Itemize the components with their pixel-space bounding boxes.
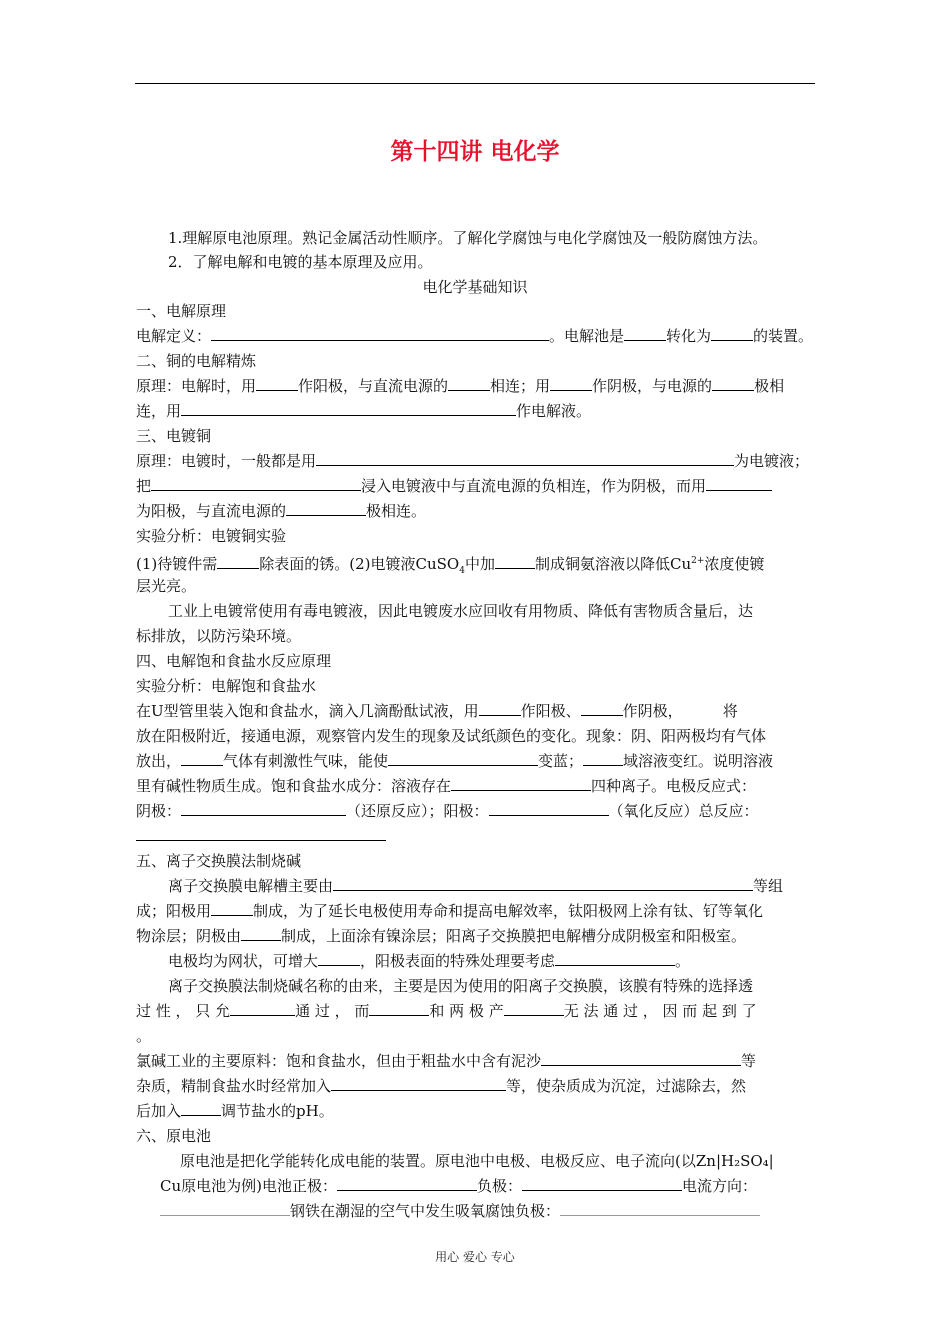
blank: [369, 1000, 429, 1016]
section-4-heading: 四、电解饱和食盐水反应原理: [136, 652, 332, 670]
s2-line-2: 连，用 作电解液。: [136, 402, 592, 420]
s2-line-1: 原理：电解时，用 作阳极，与直流电源的 相连；用 作阴极，与电源的 极相: [136, 377, 785, 395]
blank: [550, 375, 592, 391]
blank: [706, 475, 772, 491]
blank: [448, 375, 490, 391]
goal-2: 2．了解电解和电镀的基本原理及应用。: [168, 253, 433, 271]
s4-line-5: 阴极： （还原反应）；阳极： （氧化反应）总反应：: [136, 802, 759, 820]
blank: [151, 475, 361, 491]
blank: [181, 800, 346, 816]
goal-1: 1.理解原电池原理。熟记金属活动性顺序。了解化学腐蚀与电化学腐蚀及一般防腐蚀方法。: [168, 229, 768, 247]
blank: [555, 950, 675, 966]
blank: [624, 325, 666, 341]
blank: [318, 950, 360, 966]
blank: [541, 1050, 741, 1066]
page-title: 第十四讲 电化学: [390, 139, 560, 165]
blank: [479, 700, 521, 716]
section-subtitle: 电化学基础知识: [422, 278, 528, 296]
blank: [160, 1200, 290, 1216]
s6-line-2: Cu原电池为例)电池正极： 负极： 电流方向：: [160, 1177, 758, 1195]
blank: [489, 800, 609, 816]
blank: [333, 875, 753, 891]
s3-paragraph-1: 工业上电镀常使用有毒电镀液，因此电镀废水应回收有用物质、降低有害物质含量后，达: [168, 602, 754, 620]
blank: [181, 1100, 221, 1116]
blank: [211, 900, 253, 916]
blank: [560, 1200, 760, 1216]
blank: [337, 1175, 477, 1191]
blank: [241, 925, 281, 941]
s4-line-1: 在U型管里装入饱和食盐水，滴入几滴酚酞试液，用 作阳极、 作阴极， 将: [136, 702, 738, 720]
blank: [230, 1000, 295, 1016]
section-6-heading: 六、原电池: [136, 1127, 212, 1145]
blank: [217, 553, 259, 569]
section-3-heading: 三、电镀铜: [136, 427, 212, 445]
s5-line-2: 成；阳极用 制成，为了延长电极使用寿命和提高电解效率，钛阳极网上涂有钛、钌等氧化: [136, 902, 764, 920]
blank: [522, 1175, 682, 1191]
s5-line-6: 过 性 ， 只 允 通 过 ， 而 和 两 极 产 无 法 通 过 ， 因 而 起 到 了: [136, 1002, 757, 1020]
s6-line-3: 钢铁在潮湿的空气中发生吸氧腐蚀负极：: [160, 1199, 840, 1223]
s3-line-2: 把 浸入电镀液中与直流电源的负相连，作为阴极，而用: [136, 474, 816, 498]
s3-line-4: (1)待镀件需 除表面的锈。(2)电镀液CuSO$_4$中加 制成铜氨溶液以降低$Cu^{2+}$浓度使镀: [136, 555, 765, 576]
blank: [583, 750, 623, 766]
blank: [181, 750, 223, 766]
section-2-heading: 二、铜的电解精炼: [136, 352, 257, 370]
s4-line-2: 放在阳极附近，接通电源，观察管内发生的现象及试纸颜色的变化。现象：阴、阳两极均有气体: [136, 727, 767, 745]
s5-line-3: 物涂层；阴极由 制成，上面涂有镍涂层；阳离子交换膜把电解槽分成阴极室和阳极室。: [136, 927, 747, 945]
answer-line: [136, 840, 386, 841]
s5-line-1: 离子交换膜电解槽主要由 等组: [168, 877, 784, 895]
blank: [388, 750, 538, 766]
s6-line-1: 原电池是把化学能转化成电能的装置。原电池中电极、电极反应、电子流向(以Zn|H₂SO₄|: [180, 1152, 774, 1170]
blank: [331, 1075, 506, 1091]
blank: [256, 375, 298, 391]
s5-line-10: 后加入 调节盐水的pH。: [136, 1102, 334, 1120]
s3-line-1: 原理：电镀时，一般都是用 为电镀液；: [136, 452, 810, 470]
s4-line-4: 里有碱性物质生成。饱和食盐水成分：溶液存在 四种离子。电极反应式：: [136, 777, 757, 795]
s5-line-4: 电极均为网状，可增大 ，阳极表面的特殊处理要考虑 。: [168, 952, 691, 970]
page-footer: 用心 爱心 专心: [435, 1250, 515, 1264]
s5-line-7: 。: [136, 1027, 152, 1045]
section-1-heading: 一、电解原理: [136, 302, 227, 320]
s3-line-5: 层光亮。: [136, 577, 197, 595]
blank: [181, 400, 516, 416]
blank: [316, 450, 734, 466]
header-rule: [135, 83, 815, 84]
s5-line-5: 离子交换膜法制烧碱名称的由来，主要是因为使用的阳离子交换膜，该膜有特殊的选择透: [168, 977, 754, 995]
s3-line-3: 为阳极，与直流电源的 极相连。: [136, 502, 427, 520]
s3-paragraph-2: 标排放，以防污染环境。: [136, 627, 302, 645]
s4-experiment: 实验分析：电解饱和食盐水: [136, 677, 317, 695]
s5-line-8: 氯碱工业的主要原料：饱和食盐水，但由于粗盐水中含有泥沙 等: [136, 1052, 757, 1070]
section-5-heading: 五、离子交换膜法制烧碱: [136, 852, 302, 870]
blank: [451, 775, 591, 791]
blank: [504, 1000, 564, 1016]
blank: [711, 325, 753, 341]
s3-experiment: 实验分析：电镀铜实验: [136, 527, 287, 545]
blank: [581, 700, 623, 716]
s1-line-1: 电解定义： 。电解池是 转化为 的装置。: [136, 327, 814, 345]
blank: [286, 500, 366, 516]
blank: [211, 325, 549, 341]
blank: [495, 553, 535, 569]
s5-line-9: 杂质，精制食盐水时经常加入 等，使杂质成为沉淀，过滤除去，然: [136, 1077, 747, 1095]
blank: [712, 375, 754, 391]
s4-line-3: 放出， 气体有刺激性气味，能使 变蓝； 域溶液变红。说明溶液: [136, 752, 774, 770]
